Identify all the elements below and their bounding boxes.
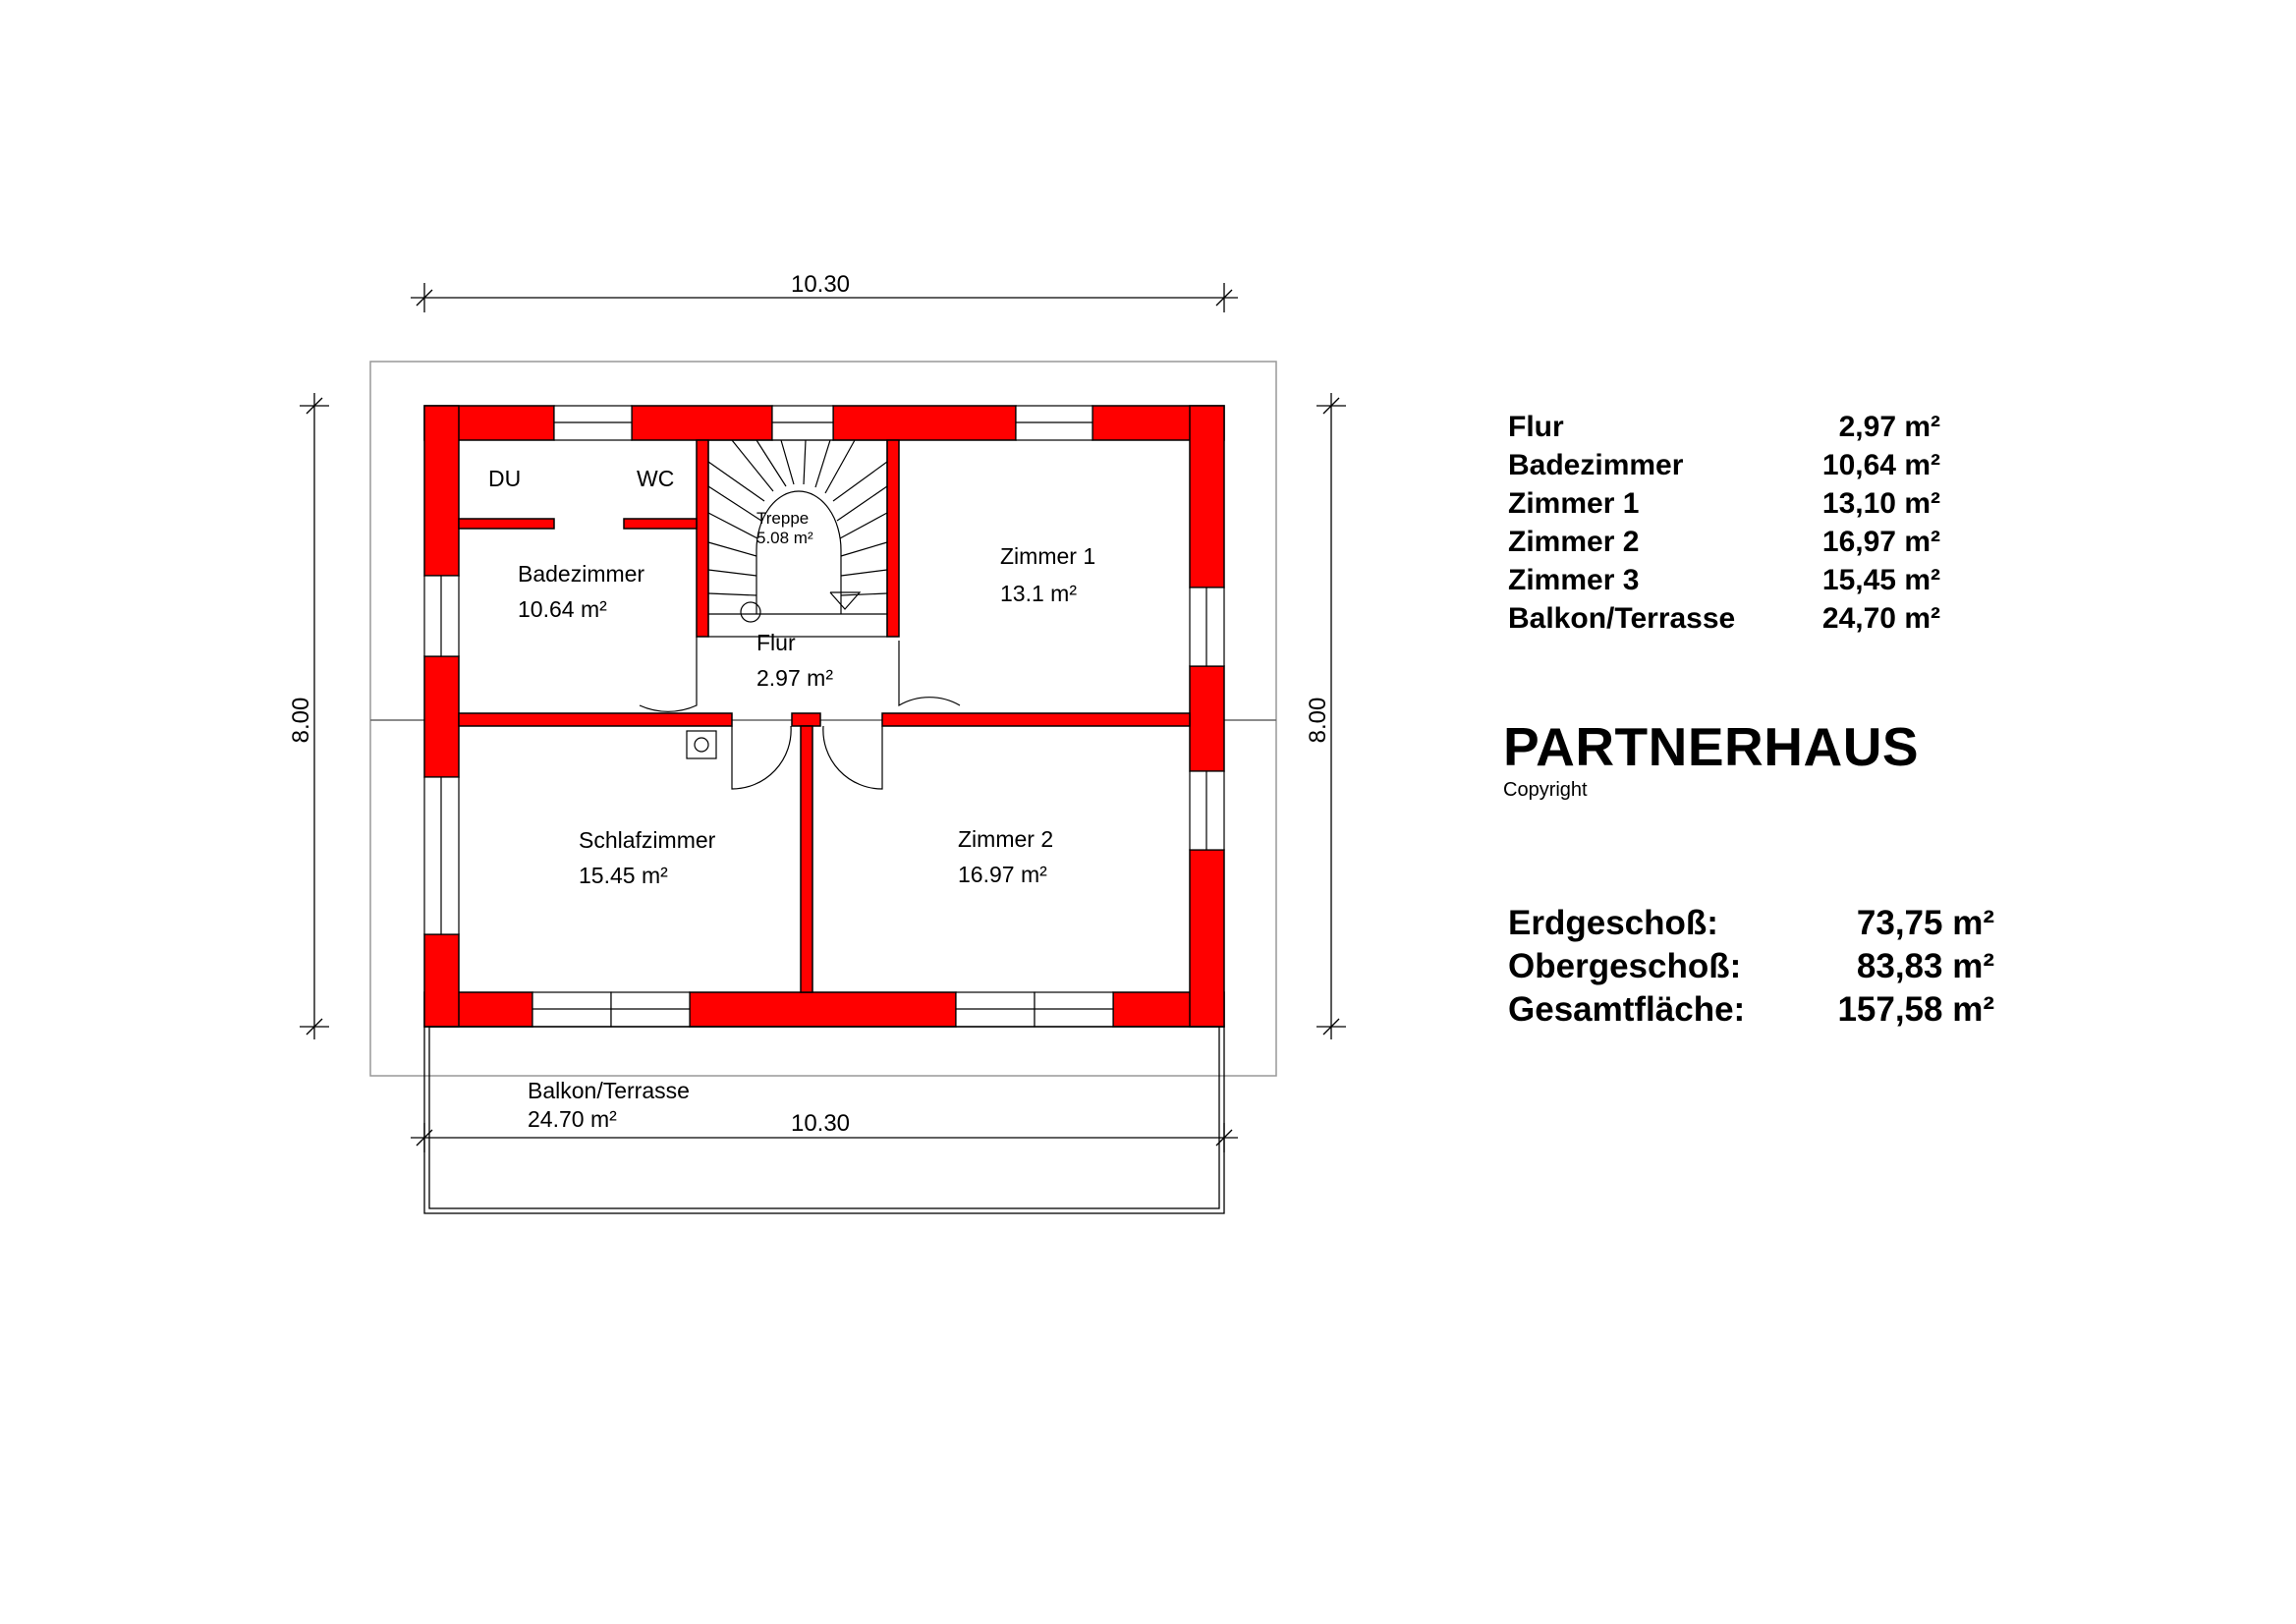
area-row-name: Zimmer 3 bbox=[1508, 564, 1640, 596]
area-row-name: Zimmer 2 bbox=[1508, 526, 1640, 558]
room-label-badezimmer: Badezimmer bbox=[518, 561, 645, 587]
area-row-name: Balkon/Terrasse bbox=[1508, 602, 1736, 635]
area-row bbox=[1508, 408, 1940, 446]
room-area-schlafzimmer: 15.45 m² bbox=[579, 863, 668, 888]
room-area-badezimmer: 10.64 m² bbox=[518, 596, 607, 622]
room-label-schlafzimmer: Schlafzimmer bbox=[579, 827, 716, 853]
room-label-treppe: Treppe bbox=[756, 509, 810, 528]
total-row bbox=[1508, 902, 1994, 945]
total-row bbox=[1508, 988, 1994, 1032]
area-row bbox=[1508, 523, 1940, 561]
room-area-treppe: 5.08 m² bbox=[756, 529, 813, 547]
room-area-balkon: 24.70 m² bbox=[528, 1106, 617, 1132]
totals-table bbox=[1508, 902, 1994, 1032]
total-row bbox=[1508, 945, 1994, 988]
area-row bbox=[1508, 446, 1940, 484]
area-row-value: 10,64 m² bbox=[1821, 449, 1940, 481]
area-row-name: Zimmer 1 bbox=[1508, 487, 1640, 520]
room-label-du: DU bbox=[488, 466, 522, 491]
total-value: 157,58 m² bbox=[1837, 990, 1994, 1029]
area-row-value: 24,70 m² bbox=[1821, 602, 1940, 635]
total-label: Obergeschoß: bbox=[1508, 947, 1742, 985]
area-table bbox=[1508, 408, 1940, 638]
room-area-flur: 2.97 m² bbox=[756, 665, 833, 691]
chimney bbox=[687, 731, 716, 758]
area-row bbox=[1508, 484, 1940, 523]
area-row-value: 16,97 m² bbox=[1821, 526, 1940, 558]
dimension-right: 8.00 bbox=[1305, 697, 1331, 744]
area-row-value: 15,45 m² bbox=[1821, 564, 1940, 596]
total-value: 73,75 m² bbox=[1856, 904, 1994, 942]
dimension-left: 8.00 bbox=[288, 697, 314, 744]
area-row-value: 2,97 m² bbox=[1838, 411, 1940, 443]
dimension-bottom: 10.30 bbox=[790, 1110, 851, 1137]
room-label-balkon: Balkon/Terrasse bbox=[528, 1078, 690, 1103]
brand-title: PARTNERHAUS bbox=[1503, 716, 1920, 777]
area-row-name: Flur bbox=[1508, 411, 1564, 443]
room-label-zimmer-1: Zimmer 1 bbox=[1000, 543, 1096, 569]
dimension-top: 10.30 bbox=[790, 271, 851, 298]
area-row bbox=[1508, 599, 1940, 638]
area-row-name: Badezimmer bbox=[1508, 449, 1684, 481]
room-area-zimmer-2: 16.97 m² bbox=[958, 862, 1047, 887]
total-label: Gesamtfläche: bbox=[1508, 990, 1746, 1029]
room-label-zimmer-2: Zimmer 2 bbox=[958, 826, 1054, 852]
copyright-label: Copyright bbox=[1503, 779, 1588, 801]
walls bbox=[424, 406, 1224, 1027]
room-label-wc: WC bbox=[637, 466, 675, 491]
area-row-value: 13,10 m² bbox=[1821, 487, 1940, 520]
floor-plan bbox=[0, 0, 1331, 1277]
room-area-zimmer-1: 13.1 m² bbox=[1000, 581, 1077, 606]
total-value: 83,83 m² bbox=[1856, 947, 1994, 985]
total-label: Erdgeschoß: bbox=[1508, 904, 1718, 942]
room-label-flur: Flur bbox=[756, 630, 796, 655]
area-row bbox=[1508, 561, 1940, 599]
